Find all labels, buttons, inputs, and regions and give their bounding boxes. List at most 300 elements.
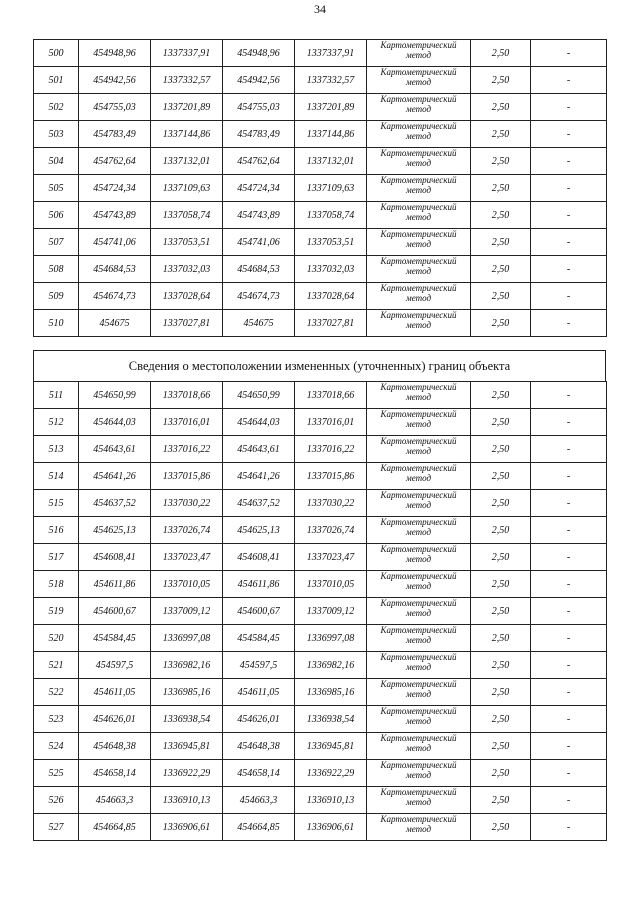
- accuracy-cell: 2,50: [471, 382, 531, 409]
- point-number-cell: 512: [34, 409, 79, 436]
- y-existing-cell: 1336985,16: [151, 679, 223, 706]
- method-text-line: Картометрический: [380, 760, 457, 770]
- accuracy-cell: 2,50: [471, 256, 531, 283]
- method-cell: [367, 310, 471, 337]
- method-cell: [367, 706, 471, 733]
- y-new-cell: 1337015,86: [295, 463, 367, 490]
- x-existing-cell: 454648,38: [79, 733, 151, 760]
- description-cell: -: [531, 571, 607, 598]
- x-existing-cell: 454611,86: [79, 571, 151, 598]
- x-existing-cell: 454584,45: [79, 625, 151, 652]
- method-text-line: метод: [405, 445, 432, 456]
- method-cell: [367, 598, 471, 625]
- table-row: [34, 733, 607, 760]
- method-cell: [367, 679, 471, 706]
- method-cell: [367, 283, 471, 310]
- table-row: [34, 121, 607, 148]
- accuracy-cell: 2,50: [471, 310, 531, 337]
- accuracy-cell: 2,50: [471, 94, 531, 121]
- method-cell: [367, 490, 471, 517]
- table-row: [34, 436, 607, 463]
- y-existing-cell: 1337032,03: [151, 256, 223, 283]
- x-existing-cell: 454626,01: [79, 706, 151, 733]
- description-cell: -: [531, 436, 607, 463]
- y-new-cell: 1337332,57: [295, 67, 367, 94]
- accuracy-cell: 2,50: [471, 175, 531, 202]
- method-text-line: Картометрический: [380, 283, 457, 293]
- method-cell: [367, 436, 471, 463]
- method-text-line: метод: [405, 688, 432, 699]
- description-cell: -: [531, 787, 607, 814]
- y-new-cell: 1336938,54: [295, 706, 367, 733]
- method-text-line: метод: [405, 634, 432, 645]
- method-cell: [367, 409, 471, 436]
- table-row: [34, 283, 607, 310]
- method-text-line: метод: [405, 715, 432, 726]
- method-text-line: метод: [405, 49, 432, 60]
- method-text-line: Картометрический: [380, 706, 457, 716]
- x-existing-cell: 454658,14: [79, 760, 151, 787]
- y-new-cell: 1336910,13: [295, 787, 367, 814]
- y-existing-cell: 1337201,89: [151, 94, 223, 121]
- x-existing-cell: 454650,99: [79, 382, 151, 409]
- point-number-cell: 504: [34, 148, 79, 175]
- accuracy-cell: 2,50: [471, 571, 531, 598]
- x-new-cell: 454626,01: [223, 706, 295, 733]
- method-text-line: метод: [405, 130, 432, 141]
- point-number-cell: 502: [34, 94, 79, 121]
- method-text-line: Картометрический: [380, 490, 457, 500]
- x-new-cell: 454608,41: [223, 544, 295, 571]
- method-text-line: метод: [405, 292, 432, 303]
- table-row: [34, 544, 607, 571]
- x-existing-cell: 454625,13: [79, 517, 151, 544]
- method-cell: [367, 544, 471, 571]
- accuracy-cell: 2,50: [471, 517, 531, 544]
- method-text-line: метод: [405, 553, 432, 564]
- method-text-line: Картометрический: [380, 121, 457, 131]
- x-existing-cell: 454724,34: [79, 175, 151, 202]
- method-text-line: Картометрический: [380, 517, 457, 527]
- x-existing-cell: 454600,67: [79, 598, 151, 625]
- method-text-line: метод: [405, 238, 432, 249]
- coordinates-table-top: [33, 39, 607, 337]
- point-number-cell: 511: [34, 382, 79, 409]
- y-existing-cell: 1336938,54: [151, 706, 223, 733]
- y-existing-cell: 1337332,57: [151, 67, 223, 94]
- method-text-line: Картометрический: [380, 310, 457, 320]
- table-row: [34, 310, 607, 337]
- description-cell: -: [531, 625, 607, 652]
- accuracy-cell: 2,50: [471, 625, 531, 652]
- description-cell: -: [531, 463, 607, 490]
- method-text-line: метод: [405, 76, 432, 87]
- method-text-line: метод: [405, 661, 432, 672]
- point-number-cell: 506: [34, 202, 79, 229]
- description-cell: -: [531, 229, 607, 256]
- y-existing-cell: 1336910,13: [151, 787, 223, 814]
- accuracy-cell: 2,50: [471, 283, 531, 310]
- method-cell: [367, 175, 471, 202]
- table-row: [34, 148, 607, 175]
- x-new-cell: 454625,13: [223, 517, 295, 544]
- accuracy-cell: 2,50: [471, 67, 531, 94]
- y-existing-cell: 1337026,74: [151, 517, 223, 544]
- y-new-cell: 1336997,08: [295, 625, 367, 652]
- x-existing-cell: 454741,06: [79, 229, 151, 256]
- y-existing-cell: 1337023,47: [151, 544, 223, 571]
- method-text-line: метод: [405, 391, 432, 402]
- accuracy-cell: 2,50: [471, 436, 531, 463]
- x-new-cell: 454643,61: [223, 436, 295, 463]
- method-text-line: Картометрический: [380, 544, 457, 554]
- y-new-cell: 1336985,16: [295, 679, 367, 706]
- table-row: [34, 382, 607, 409]
- point-number-cell: 520: [34, 625, 79, 652]
- method-text-line: Картометрический: [380, 148, 457, 158]
- method-cell: [367, 760, 471, 787]
- method-text-line: метод: [405, 796, 432, 807]
- method-text-line: метод: [405, 580, 432, 591]
- method-text-line: метод: [405, 769, 432, 780]
- y-existing-cell: 1336906,61: [151, 814, 223, 841]
- accuracy-cell: 2,50: [471, 229, 531, 256]
- accuracy-cell: 2,50: [471, 787, 531, 814]
- method-text-line: Картометрический: [380, 598, 457, 608]
- y-new-cell: 1337028,64: [295, 283, 367, 310]
- y-new-cell: 1337027,81: [295, 310, 367, 337]
- method-text-line: Картометрический: [380, 733, 457, 743]
- x-existing-cell: 454674,73: [79, 283, 151, 310]
- method-text-line: метод: [405, 472, 432, 483]
- table-row: [34, 760, 607, 787]
- description-cell: -: [531, 706, 607, 733]
- y-existing-cell: 1337018,66: [151, 382, 223, 409]
- point-number-cell: 503: [34, 121, 79, 148]
- point-number-cell: 526: [34, 787, 79, 814]
- x-existing-cell: 454641,26: [79, 463, 151, 490]
- x-new-cell: 454663,3: [223, 787, 295, 814]
- method-cell: [367, 463, 471, 490]
- y-existing-cell: 1337337,91: [151, 40, 223, 67]
- table-row: [34, 571, 607, 598]
- point-number-cell: 507: [34, 229, 79, 256]
- description-cell: -: [531, 679, 607, 706]
- y-new-cell: 1337053,51: [295, 229, 367, 256]
- method-cell: [367, 229, 471, 256]
- x-existing-cell: 454942,56: [79, 67, 151, 94]
- method-text-line: Картометрический: [380, 409, 457, 419]
- y-new-cell: 1337009,12: [295, 598, 367, 625]
- point-number-cell: 505: [34, 175, 79, 202]
- x-existing-cell: 454755,03: [79, 94, 151, 121]
- point-number-cell: 517: [34, 544, 79, 571]
- description-cell: -: [531, 598, 607, 625]
- table-row: [34, 256, 607, 283]
- method-text-line: метод: [405, 103, 432, 114]
- table-row: [34, 229, 607, 256]
- y-existing-cell: 1336997,08: [151, 625, 223, 652]
- description-cell: -: [531, 760, 607, 787]
- y-existing-cell: 1337132,01: [151, 148, 223, 175]
- y-existing-cell: 1337009,12: [151, 598, 223, 625]
- table-row: [34, 175, 607, 202]
- method-cell: [367, 40, 471, 67]
- accuracy-cell: 2,50: [471, 760, 531, 787]
- x-new-cell: 454664,85: [223, 814, 295, 841]
- x-existing-cell: 454743,89: [79, 202, 151, 229]
- method-text-line: Картометрический: [380, 256, 457, 266]
- x-new-cell: 454648,38: [223, 733, 295, 760]
- method-cell: [367, 571, 471, 598]
- accuracy-cell: 2,50: [471, 490, 531, 517]
- x-existing-cell: 454663,3: [79, 787, 151, 814]
- method-text-line: Картометрический: [380, 202, 457, 212]
- method-text-line: Картометрический: [380, 67, 457, 77]
- x-new-cell: 454597,5: [223, 652, 295, 679]
- y-existing-cell: 1337028,64: [151, 283, 223, 310]
- method-text-line: Картометрический: [380, 679, 457, 689]
- y-new-cell: 1337018,66: [295, 382, 367, 409]
- accuracy-cell: 2,50: [471, 706, 531, 733]
- table-row: [34, 598, 607, 625]
- accuracy-cell: 2,50: [471, 409, 531, 436]
- y-new-cell: 1337132,01: [295, 148, 367, 175]
- y-existing-cell: 1337016,01: [151, 409, 223, 436]
- accuracy-cell: 2,50: [471, 598, 531, 625]
- y-new-cell: 1337109,63: [295, 175, 367, 202]
- method-cell: [367, 94, 471, 121]
- method-text-line: Картометрический: [380, 571, 457, 581]
- method-cell: [367, 148, 471, 175]
- y-new-cell: 1337030,22: [295, 490, 367, 517]
- y-new-cell: 1337058,74: [295, 202, 367, 229]
- x-existing-cell: 454762,64: [79, 148, 151, 175]
- x-existing-cell: 454675: [79, 310, 151, 337]
- method-text-line: Картометрический: [380, 463, 457, 473]
- table-row: [34, 409, 607, 436]
- method-cell: [367, 625, 471, 652]
- description-cell: -: [531, 733, 607, 760]
- y-existing-cell: 1337109,63: [151, 175, 223, 202]
- x-existing-cell: 454684,53: [79, 256, 151, 283]
- method-text-line: Картометрический: [380, 814, 457, 824]
- x-existing-cell: 454637,52: [79, 490, 151, 517]
- x-new-cell: 454658,14: [223, 760, 295, 787]
- x-new-cell: 454755,03: [223, 94, 295, 121]
- y-existing-cell: 1337016,22: [151, 436, 223, 463]
- x-existing-cell: 454597,5: [79, 652, 151, 679]
- y-existing-cell: 1337053,51: [151, 229, 223, 256]
- x-new-cell: 454762,64: [223, 148, 295, 175]
- page-number: 34: [314, 2, 326, 16]
- table-row: [34, 787, 607, 814]
- description-cell: -: [531, 121, 607, 148]
- method-cell: [367, 121, 471, 148]
- x-existing-cell: 454948,96: [79, 40, 151, 67]
- x-new-cell: 454600,67: [223, 598, 295, 625]
- description-cell: -: [531, 544, 607, 571]
- table-row: [34, 814, 607, 841]
- y-existing-cell: 1337010,05: [151, 571, 223, 598]
- accuracy-cell: 2,50: [471, 544, 531, 571]
- point-number-cell: 510: [34, 310, 79, 337]
- y-existing-cell: 1336982,16: [151, 652, 223, 679]
- x-new-cell: 454674,73: [223, 283, 295, 310]
- method-text-line: метод: [405, 499, 432, 510]
- method-text-line: метод: [405, 319, 432, 330]
- table-row: [34, 517, 607, 544]
- y-existing-cell: 1337058,74: [151, 202, 223, 229]
- accuracy-cell: 2,50: [471, 40, 531, 67]
- y-new-cell: 1337026,74: [295, 517, 367, 544]
- x-new-cell: 454741,06: [223, 229, 295, 256]
- point-number-cell: 524: [34, 733, 79, 760]
- method-text-line: Картометрический: [380, 436, 457, 446]
- accuracy-cell: 2,50: [471, 121, 531, 148]
- accuracy-cell: 2,50: [471, 679, 531, 706]
- description-cell: -: [531, 40, 607, 67]
- method-text-line: метод: [405, 607, 432, 618]
- point-number-cell: 522: [34, 679, 79, 706]
- method-cell: [367, 652, 471, 679]
- x-new-cell: 454743,89: [223, 202, 295, 229]
- point-number-cell: 518: [34, 571, 79, 598]
- method-cell: [367, 256, 471, 283]
- description-cell: -: [531, 517, 607, 544]
- y-new-cell: 1337144,86: [295, 121, 367, 148]
- point-number-cell: 513: [34, 436, 79, 463]
- accuracy-cell: 2,50: [471, 814, 531, 841]
- accuracy-cell: 2,50: [471, 733, 531, 760]
- method-text-line: Картометрический: [380, 625, 457, 635]
- x-new-cell: 454948,96: [223, 40, 295, 67]
- table-row: [34, 652, 607, 679]
- method-cell: [367, 814, 471, 841]
- table-row: [34, 40, 607, 67]
- method-cell: [367, 733, 471, 760]
- y-existing-cell: 1336922,29: [151, 760, 223, 787]
- table-row: [34, 679, 607, 706]
- accuracy-cell: 2,50: [471, 652, 531, 679]
- table-row: [34, 625, 607, 652]
- description-cell: -: [531, 175, 607, 202]
- method-text-line: Картометрический: [380, 652, 457, 662]
- table-row: [34, 463, 607, 490]
- x-existing-cell: 454608,41: [79, 544, 151, 571]
- x-new-cell: 454675: [223, 310, 295, 337]
- y-new-cell: 1337201,89: [295, 94, 367, 121]
- method-cell: [367, 517, 471, 544]
- point-number-cell: 514: [34, 463, 79, 490]
- point-number-cell: 523: [34, 706, 79, 733]
- point-number-cell: 500: [34, 40, 79, 67]
- method-cell: [367, 382, 471, 409]
- method-text-line: Картометрический: [380, 175, 457, 185]
- description-cell: -: [531, 382, 607, 409]
- accuracy-cell: 2,50: [471, 148, 531, 175]
- x-new-cell: 454644,03: [223, 409, 295, 436]
- y-existing-cell: 1337027,81: [151, 310, 223, 337]
- section-heading: Сведения о местоположении измененных (уточненных) границ объекта: [33, 350, 606, 381]
- y-new-cell: 1336906,61: [295, 814, 367, 841]
- description-cell: -: [531, 409, 607, 436]
- x-new-cell: 454650,99: [223, 382, 295, 409]
- y-existing-cell: 1337030,22: [151, 490, 223, 517]
- method-text-line: Картометрический: [380, 94, 457, 104]
- description-cell: -: [531, 202, 607, 229]
- point-number-cell: 508: [34, 256, 79, 283]
- point-number-cell: 521: [34, 652, 79, 679]
- table-row: [34, 94, 607, 121]
- y-new-cell: 1337016,22: [295, 436, 367, 463]
- y-new-cell: 1337032,03: [295, 256, 367, 283]
- method-text-line: метод: [405, 418, 432, 429]
- x-existing-cell: 454664,85: [79, 814, 151, 841]
- method-text-line: Картометрический: [380, 40, 457, 50]
- y-new-cell: 1337337,91: [295, 40, 367, 67]
- method-text-line: Картометрический: [380, 787, 457, 797]
- method-text-line: метод: [405, 265, 432, 276]
- x-new-cell: 454641,26: [223, 463, 295, 490]
- table-row: [34, 67, 607, 94]
- y-new-cell: 1336982,16: [295, 652, 367, 679]
- method-text-line: метод: [405, 184, 432, 195]
- method-text-line: метод: [405, 823, 432, 834]
- x-new-cell: 454611,86: [223, 571, 295, 598]
- x-new-cell: 454611,05: [223, 679, 295, 706]
- method-text-line: метод: [405, 211, 432, 222]
- accuracy-cell: 2,50: [471, 463, 531, 490]
- description-cell: -: [531, 652, 607, 679]
- y-new-cell: 1336922,29: [295, 760, 367, 787]
- y-existing-cell: 1336945,81: [151, 733, 223, 760]
- method-text-line: Картометрический: [380, 382, 457, 392]
- x-new-cell: 454942,56: [223, 67, 295, 94]
- y-existing-cell: 1337144,86: [151, 121, 223, 148]
- point-number-cell: 509: [34, 283, 79, 310]
- point-number-cell: 516: [34, 517, 79, 544]
- x-new-cell: 454783,49: [223, 121, 295, 148]
- x-new-cell: 454724,34: [223, 175, 295, 202]
- table-row: [34, 706, 607, 733]
- y-new-cell: 1337023,47: [295, 544, 367, 571]
- x-new-cell: 454637,52: [223, 490, 295, 517]
- y-existing-cell: 1337015,86: [151, 463, 223, 490]
- x-existing-cell: 454611,05: [79, 679, 151, 706]
- method-cell: [367, 202, 471, 229]
- description-cell: -: [531, 814, 607, 841]
- method-text-line: метод: [405, 742, 432, 753]
- coordinates-table-changed-boundaries: [33, 381, 607, 841]
- x-new-cell: 454684,53: [223, 256, 295, 283]
- description-cell: -: [531, 67, 607, 94]
- method-cell: [367, 67, 471, 94]
- method-text-line: Картометрический: [380, 229, 457, 239]
- y-new-cell: 1336945,81: [295, 733, 367, 760]
- y-new-cell: 1337016,01: [295, 409, 367, 436]
- x-existing-cell: 454644,03: [79, 409, 151, 436]
- point-number-cell: 501: [34, 67, 79, 94]
- accuracy-cell: 2,50: [471, 202, 531, 229]
- method-cell: [367, 787, 471, 814]
- point-number-cell: 519: [34, 598, 79, 625]
- y-new-cell: 1337010,05: [295, 571, 367, 598]
- x-new-cell: 454584,45: [223, 625, 295, 652]
- point-number-cell: 525: [34, 760, 79, 787]
- method-text-line: метод: [405, 526, 432, 537]
- description-cell: -: [531, 148, 607, 175]
